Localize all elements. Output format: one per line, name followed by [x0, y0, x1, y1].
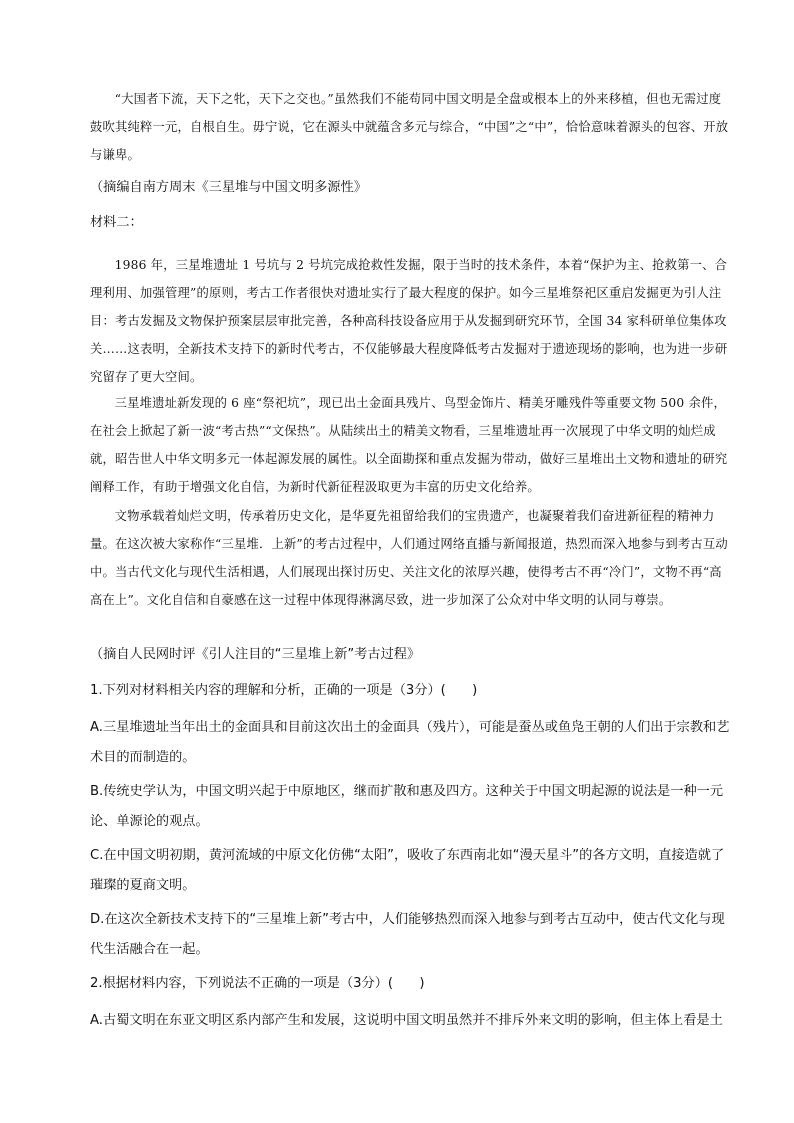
question-1-option-d: D.在这次全新技术支持下的“三星堆上新”考古中，人们能够热烈而深入地参与到考古互动中，使古代文化与现代生活融合在一起。	[90, 912, 725, 957]
material1-source: （摘编自南方周末《三星堆与中国文明多源性》	[90, 180, 367, 195]
material2-paragraph-3: 文物承载着灿烂文明，传承着历史文化，是华夏先祖留给我们的宝贵遗产，也凝聚着我们奋进新征程的精神力量。在这次被大家称作“三星堆．上新”的考古过程中，人们通过网络直播与新闻报道，热烈而深入地参与到考古互动中。当古代文化与现代生活相遇，人们展现出探讨历史、关注文化的浓厚兴趣，使得考古不再“冷门”，文物不再“高高在上”。文化自信和自豪感在这一过程中体现得淋漓尽致，进一步加深了公众对中华文明的认同与尊崇。	[90, 509, 728, 607]
question-1-option-c: C.在中国文明初期，黄河流域的中原文化仿佛“太阳”，吸收了东西南北如“漫天星斗”的各方文明，直接造就了璀璨的夏商文明。	[90, 848, 725, 893]
question-1-stem: 1.下列对材料相关内容的理解和分析，正确的一项是（3分）( )	[90, 683, 478, 698]
material2-paragraph-2: 三星堆遗址新发现的 6 座“祭祀坑”，现已出土金面具残片、鸟型金饰片、精美牙雕残件等重要文物 500 余件，在社会上掀起了新一波“考古热”“文保热”。从陆续出土的精美文物看，三星堆遗址再一次展现了中华文明的灿烂成就，昭告世人中华文明多元一体起源发展的属性。以全面勘探和重点发掘为带动，做好三星堆出土文物和遗址的研究阐释工作，有助于增强文化自信，为新时代新征程汲取更为丰富的历史文化给养。	[90, 396, 728, 494]
question-1-option-a: A.三星堆遗址当年出土的金面具和目前这次出土的金面具（残片），可能是蚕丛或鱼凫王朝的人们出于宗教和艺术目的而制造的。	[90, 720, 730, 765]
material2-paragraph-1: 1986 年，三星堆遗址 1 号坑与 2 号坑完成抢救性发掘，限于当时的技术条件，本着“保护为主、抢救第一、合理利用、加强管理”的原则，考古工作者很快对遗址实行了最大程度的保护。如今三星堆祭祀区重启发掘更为引人注目：考古发掘及文物保护预案层层审批完善，各种高科技设备应用于从发掘到研究环节，全国 34 家科研单位集体攻关……这表明，全新技术支持下的新时代考古，不仅能够最大程度降低考古发掘对于遗迹现场的影响，也为进一步研究留存了更大空间。	[90, 258, 728, 384]
material2-label: 材料二：	[90, 215, 143, 230]
material2-source: （摘自人民网时评《引人注目的“三星堆上新”考古过程》	[90, 647, 421, 662]
question-2-option-a: A.古蜀文明在东亚文明区系内部产生和发展，这说明中国文明虽然并不排斥外来文明的影响，但主体上看是土	[90, 1013, 723, 1028]
question-1-option-b: B.传统史学认为，中国文明兴起于中原地区，继而扩散和惠及四方。这种关于中国文明起源的说法是一种一元论、单源论的观点。	[90, 784, 724, 829]
question-2-stem: 2.根据材料内容，下列说法不正确的一项是（3分）( )	[90, 976, 425, 991]
material1-paragraph: “大国者下流，天下之牝，天下之交也。”虽然我们不能苟同中国文明是全盘或根本上的外来移植，但也无需过度鼓吹其纯粹一元，自根自生。毋宁说，它在源头中就蕴含多元与综合，“中国”之“中”，恰恰意味着源头的包容、开放与谦卑。	[90, 92, 729, 162]
